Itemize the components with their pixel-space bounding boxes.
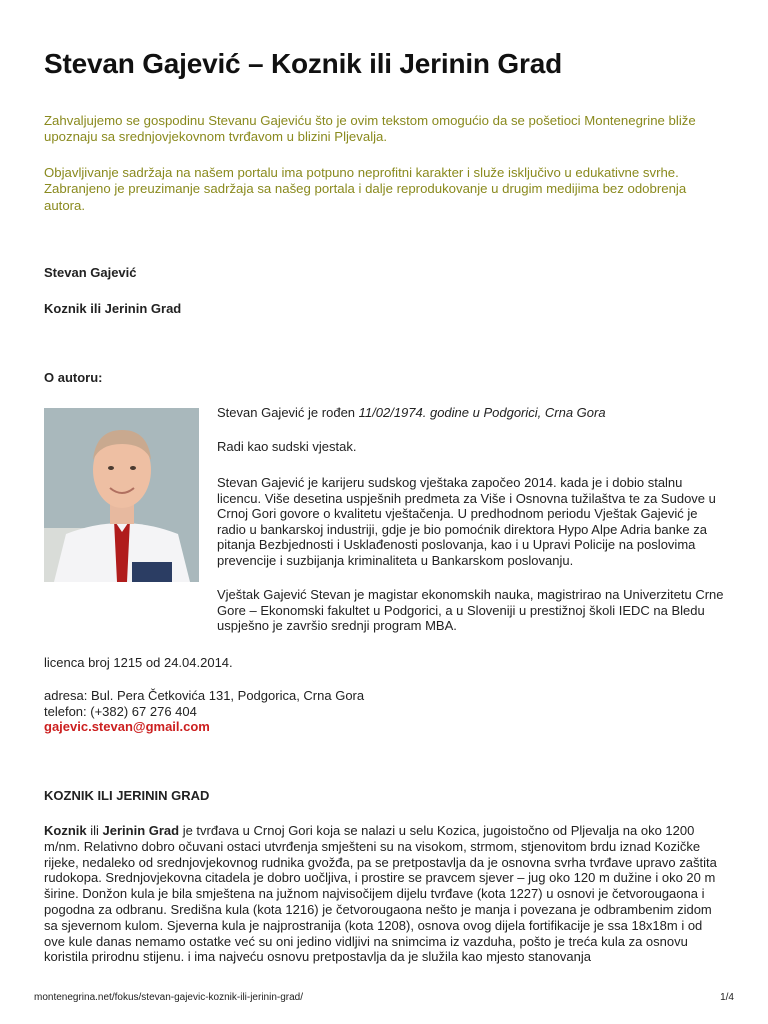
bio-occupation: Radi kao sudski vjestak.	[217, 439, 357, 454]
intro-copyright-paragraph: Objavljivanje sadržaja na našem portalu ima potpuno neprofitni karakter i služe isključivo u edukativne svrhe. Zabranjeno je preuzimanje sadržaja sa našeg portala i dalje reprodukovanje u drugim medijima bez odobrenja autora.	[44, 165, 687, 213]
body-paragraph	[44, 823, 724, 965]
address-info: adresa: Bul. Pera Četkovića 131, Podgorica, Crna Gora	[44, 688, 365, 703]
document-subtitle: Koznik ili Jerinin Grad	[44, 301, 182, 316]
author-name: Stevan Gajević	[44, 265, 137, 280]
body-text: je tvrđava u Crnoj Gori koja se nalazi u selu Kozica, jugoistočno od Pljevalja na oko 1200 m/nm. Relativno dobro očuvani ostaci utvrđenja smješteni su na visokom, strmom, stjenovitom brdu iznad Kozičke rijeke, nedaleko od srednjovjekovnog rudnika gvožđa, pa se pretpostavlja da je osnovna svrha tvrđave upravo zaštita rudokopa. Srednjovjekovna citadela je dobro uočljiva, i prostire se pravcem sjever – jug oko 120 m dužine i oko 20 m širine. Donžon kula je bila smještena na južnom najvisočijem dijelu tvrđave (kota 1227) u osnovi je četvorougaona i pogodna za odbranu. Središna kula (kota 1216) je četvorougaona nešto je manja i povezana je odbrambenim zidom sa sjevernom kulom. Sjeverna kula je najprostranija (kota 1208), osnova ovog dijela fortifikacije je ssa 18x18m i od ove kule danas nemamo ostatke već su oni jedino vidljivi na snimcima iz vazduha, pošto je treća kula za osnovu koristila prirodnu stijenu. i ima najveću osnovu pretpostavlja da je služila kao mjesto stanovanja	[44, 823, 717, 965]
about-author-heading: O autoru:	[44, 370, 103, 385]
section-heading: KOZNIK ILI JERININ GRAD	[44, 788, 210, 803]
print-footer	[34, 992, 734, 1003]
bio-career: Stevan Gajević je karijeru sudskog vještaka započeo 2014. kada je i dobio stalnu licencu. Više desetina uspješnih predmeta za Više i Osnovna tužilaštva te za Sudove u Crnoj Gori govore o kvalitetu vještačenja. U predhodnom periodu Vještak Gajević je radio u bankarskoj industriji, gdje je bio pomoćnik direktora Hypo Alpe Adria banke za pitanja Bezbjednosti i Usklađenosti poslovanja, kao i u Upravi Policije na poslovima prevencije i suzbijanja kriminaliteta u Bankarskom poslovanju.	[217, 475, 716, 568]
author-photo	[44, 408, 199, 582]
footer-url: montenegrina.net/fokus/stevan-gajevic-koznik-ili-jerinin-grad/	[34, 992, 304, 1003]
bio-birth	[217, 405, 727, 421]
page-number: 1/4	[720, 992, 734, 1003]
body-term-jerinin-grad: Jerinin Grad	[102, 823, 180, 838]
body-conjunction: ili	[86, 823, 103, 838]
email-link[interactable]: gajevic.stevan@gmail.com	[44, 719, 210, 734]
bio-education: Vještak Gajević Stevan je magistar ekonomskih nauka, magistrirao na Univerzitetu Crne Gore – Ekonomski fakultet u Podgorici, a u Sloveniji u prestižnoj školi IEDC na Bledu uspješno je završio srednji program MBA.	[217, 587, 724, 634]
bio-birth-prefix: Stevan Gajević je rođen	[217, 405, 359, 420]
body-term-koznik: Koznik	[44, 823, 87, 838]
license-info: licenca broj 1215 od 24.04.2014.	[44, 655, 233, 670]
intro-thanks-paragraph: Zahvaljujemo se gospodinu Stevanu Gajeviću što je ovim tekstom omogućio da se pošetioci Montenegrine bliže upoznaju sa srednjovjekovnom tvrđavom u blizini Pljevalja.	[44, 113, 696, 145]
page-title: Stevan Gajević – Koznik ili Jerinin Grad	[44, 48, 562, 79]
phone-info: telefon: (+382) 67 276 404	[44, 704, 197, 719]
bio-birth-date: 11/02/1974. godine u Podgorici, Crna Gora	[358, 405, 606, 420]
